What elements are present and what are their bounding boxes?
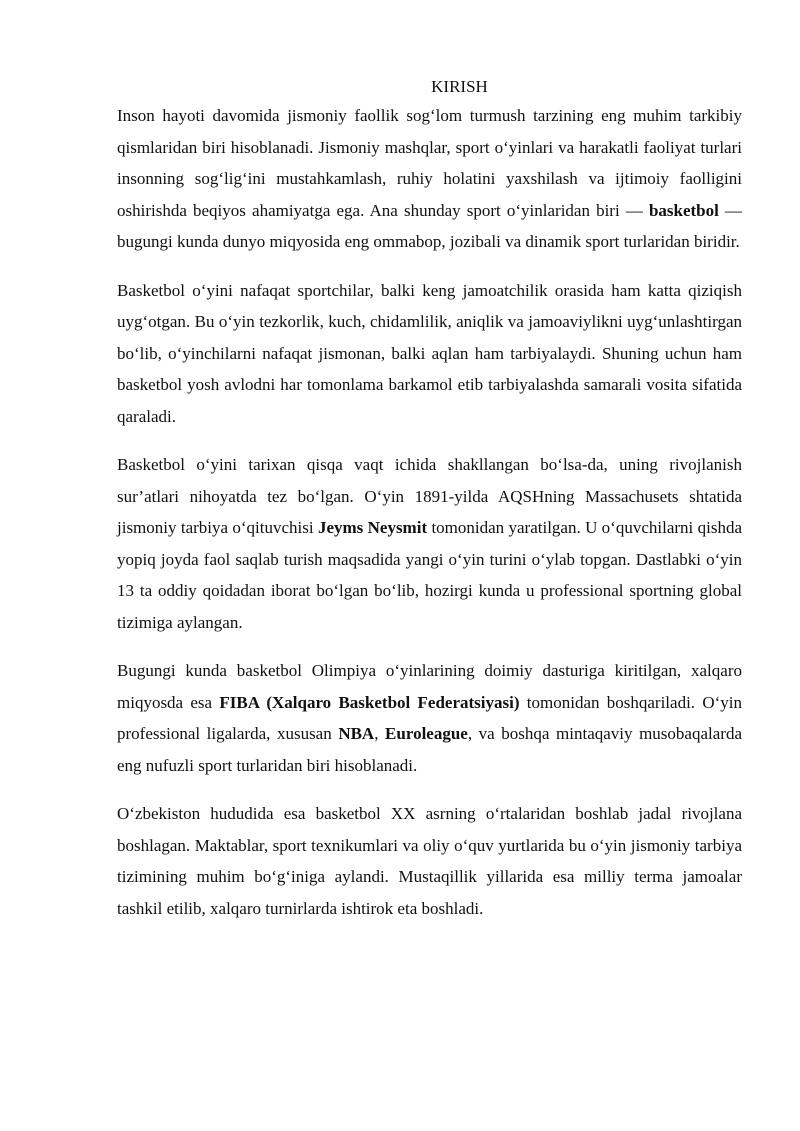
bold-term: Euroleague <box>385 724 468 743</box>
paragraph-text: , va boshqa mintaqaviy musobaqalarda eng nufuzli sport turlaridan biri hisoblanadi. <box>117 724 742 775</box>
paragraph-text: , <box>374 724 386 743</box>
bold-term: Jeyms Neysmit <box>317 518 428 537</box>
paragraph-text: — bugungi kunda dunyo miqyosida eng ommabop, jozibali va dinamik sport turlaridan biridir. <box>117 200 742 251</box>
bold-term: basketbol <box>648 200 719 220</box>
document-body <box>117 100 742 924</box>
paragraph-text: Bugungi kunda basketbol Olimpiya o‘yinlarining doimiy dasturiga kiritilgan, xalqaro miqyosda esa <box>117 661 742 712</box>
paragraph <box>117 275 742 433</box>
paragraph-text: tomonidan yaratilgan. U o‘quvchilarni qishda yopiq joyda faol saqlab turish maqsadida yangi o‘yin turini o‘ylab topgan. Dastlabki o‘yin 13 ta oddiy qoidadan iborat bo‘lgan bo‘lib, hozirgi kunda u professional sportning global tizimiga aylangan. <box>117 518 742 632</box>
paragraph-text: O‘zbekiston hududida esa basketbol XX asrning o‘rtalaridan boshlab jadal rivojlana boshlagan. Maktablar, sport texnikumlari va oliy o‘quv yurtlarida bu o‘yin jismoniy tarbiya tizimining muhim bo‘g‘iniga aylandi. Mustaqillik yillarida esa milliy terma jamoalar tashkil etilib, xalqaro turnirlarda ishtirok eta boshladi. <box>117 804 742 918</box>
document-page <box>117 75 742 941</box>
paragraph-text: Basketbol o‘yini nafaqat sportchilar, balki keng jamoatchilik orasida ham katta qiziqish uyg‘otgan. Bu o‘yin tezkorlik, kuch, chidamlilik, aniqlik va jamoaviylikni uyg‘unlashtirgan bo‘lib, o‘yinchilarni nafaqat jismonan, balki aqlan ham tarbiyalaydi. Shuning uchun ham basketbol yosh avlodni har tomonlama barkamol etib tarbiyalashda samarali vosita sifatida qaraladi. <box>117 280 742 426</box>
paragraph <box>117 798 742 924</box>
bold-term: NBA <box>338 724 375 743</box>
paragraph <box>117 655 742 781</box>
paragraph-text: tomonidan boshqariladi. O‘yin professional ligalarda, xususan <box>117 692 742 743</box>
page-title: KIRISH <box>431 77 488 96</box>
paragraph <box>117 100 742 258</box>
paragraph-text: Basketbol o‘yini tarixan qisqa vaqt ichida shakllangan bo‘lsa-da, uning rivojlanish sur’atlari nihoyatda tez bo‘lgan. O‘yin 1891-yilda AQSHning Massachusets shtatida jismoniy tarbiya o‘qituvchisi <box>117 455 742 537</box>
paragraph <box>117 449 742 638</box>
bold-term: FIBA (Xalqaro Basketbol Federatsiyasi) <box>219 692 520 712</box>
paragraph-text: Inson hayoti davomida jismoniy faollik sog‘lom turmush tarzining eng muhim tarkibiy qismlaridan biri hisoblanadi. Jismoniy mashqlar, sport o‘yinlari va harakatli faoliyat turlari insonning sog‘lig‘ini mustahkamlash, ruhiy holatini yaxshilash va ijtimoiy faolligini oshirishda beqiyos ahamiyatga ega. Ana shunday sport o‘yinlaridan biri — <box>117 106 742 220</box>
